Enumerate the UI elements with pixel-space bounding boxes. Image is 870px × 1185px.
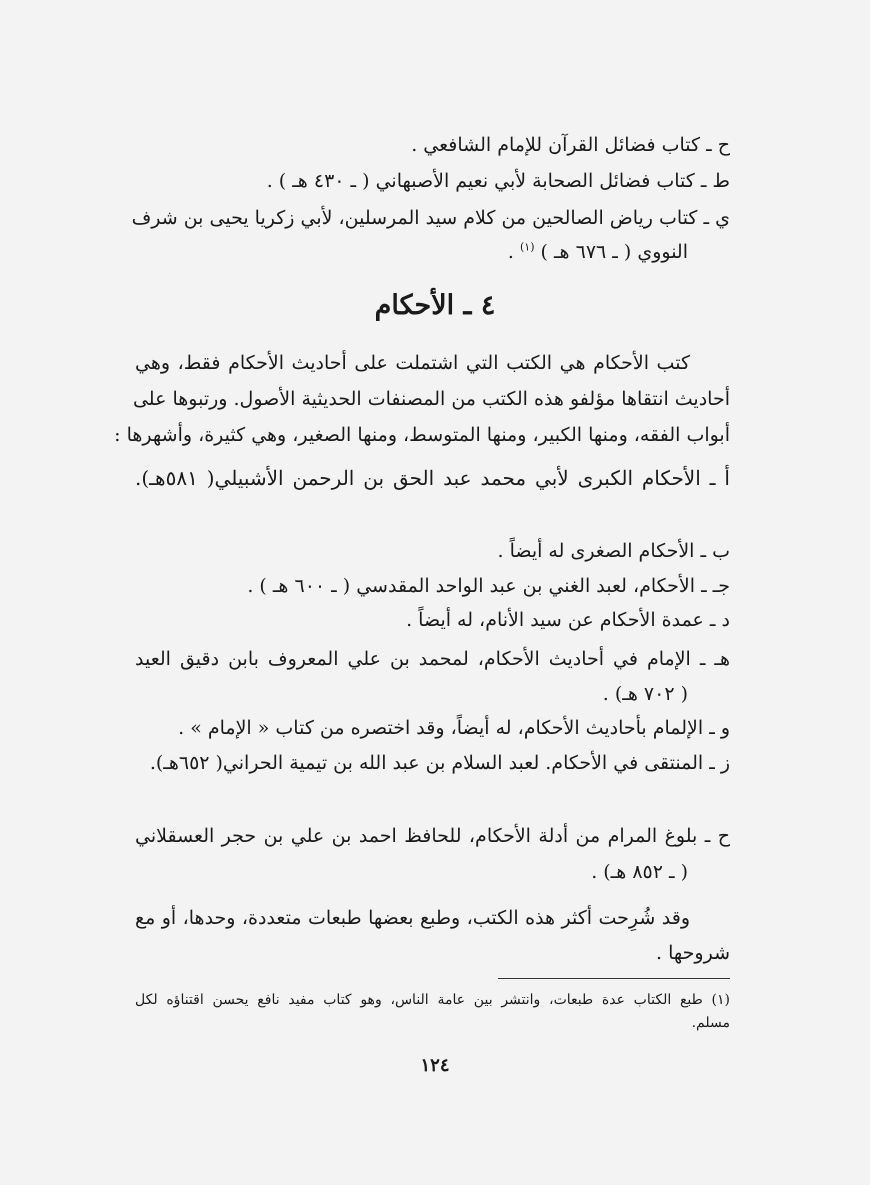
list-item-h2-line1: ح ـ بلوغ المرام من أدلة الأحكام، للحافظ احمد بن علي بن حجر العسقلاني xyxy=(135,825,730,847)
list-item-y-tail: . xyxy=(507,241,520,263)
list-item-t: ط ـ كتاب فضائل الصحابة لأبي نعيم الأصبهاني ( ـ ٤٣٠ هـ ) . xyxy=(266,170,730,192)
list-item-a: أ ـ الأحكام الكبرى لأبي محمد عبد الحق بن الرحمن الأشبيلي( ٥٨١هـ). xyxy=(135,466,730,490)
list-item-y-line1: ي ـ كتاب رياض الصالحين من كلام سيد المرسلين، لأبي زكريا يحيى بن شرف xyxy=(131,207,730,229)
intro-line-1: كتب الأحكام هي الكتب التي اشتملت على أحاديث الأحكام فقط، وهي xyxy=(135,352,690,374)
footnote-ref: (١) xyxy=(519,240,535,254)
list-item-z: ز ـ المنتقى في الأحكام. لعبد السلام بن عبد الله بن تيمية الحراني( ٦٥٢هـ). xyxy=(149,752,730,774)
closing-line-2: شروحها . xyxy=(656,942,730,964)
intro-line-2: أحاديث انتقاها مؤلفو هذه الكتب من المصنفات الحديثية الأصول. ورتبوها على xyxy=(132,388,730,410)
page-number: ١٢٤ xyxy=(420,1055,450,1076)
footnote-line-2: مسلم. xyxy=(691,1015,730,1031)
list-item-d: د ـ عمدة الأحكام عن سيد الأنام، له أيضاً . xyxy=(406,609,730,631)
list-item-h: ح ـ كتاب فضائل القرآن للإمام الشافعي . xyxy=(411,134,730,156)
list-item-ha-line1: هـ ـ الإمام في أحاديث الأحكام، لمحمد بن علي المعروف بابن دقيق العيد xyxy=(135,648,730,670)
list-item-y-line2 xyxy=(508,239,688,265)
list-item-ha-line2: ( ٧٠٢ هـ) . xyxy=(602,683,688,705)
intro-line-3: أبواب الفقه، ومنها الكبير، ومنها المتوسط، ومنها الصغير، وهي كثيرة، وأشهرها : xyxy=(114,424,730,446)
section-heading: ٤ ـ الأحكام xyxy=(374,290,496,321)
footnote-divider xyxy=(498,978,730,979)
footnote-line-1: (١) طبع الكتاب عدة طبعات، وانتشر بين عامة الناس، وهو كتاب مفيد نافع يحسن اقتناؤه لكل xyxy=(135,992,730,1008)
list-item-h2-line2: ( ـ ٨٥٢ هـ) . xyxy=(591,861,688,883)
list-item-w: و ـ الإلمام بأحاديث الأحكام، له أيضاً، وقد اختصره من كتاب « الإمام » . xyxy=(178,717,730,739)
list-item-j: جـ ـ الأحكام، لعبد الغني بن عبد الواحد المقدسي ( ـ ٦٠٠ هـ ) . xyxy=(247,575,730,597)
closing-line-1: وقد شُرِحت أكثر هذه الكتب، وطبع بعضها طبعات متعددة، وحدها، أو مع xyxy=(135,907,690,929)
list-item-b: ب ـ الأحكام الصغرى له أيضاً . xyxy=(497,540,730,562)
list-item-y-text: النووي ( ـ ٦٧٦ هـ ) xyxy=(540,241,688,263)
